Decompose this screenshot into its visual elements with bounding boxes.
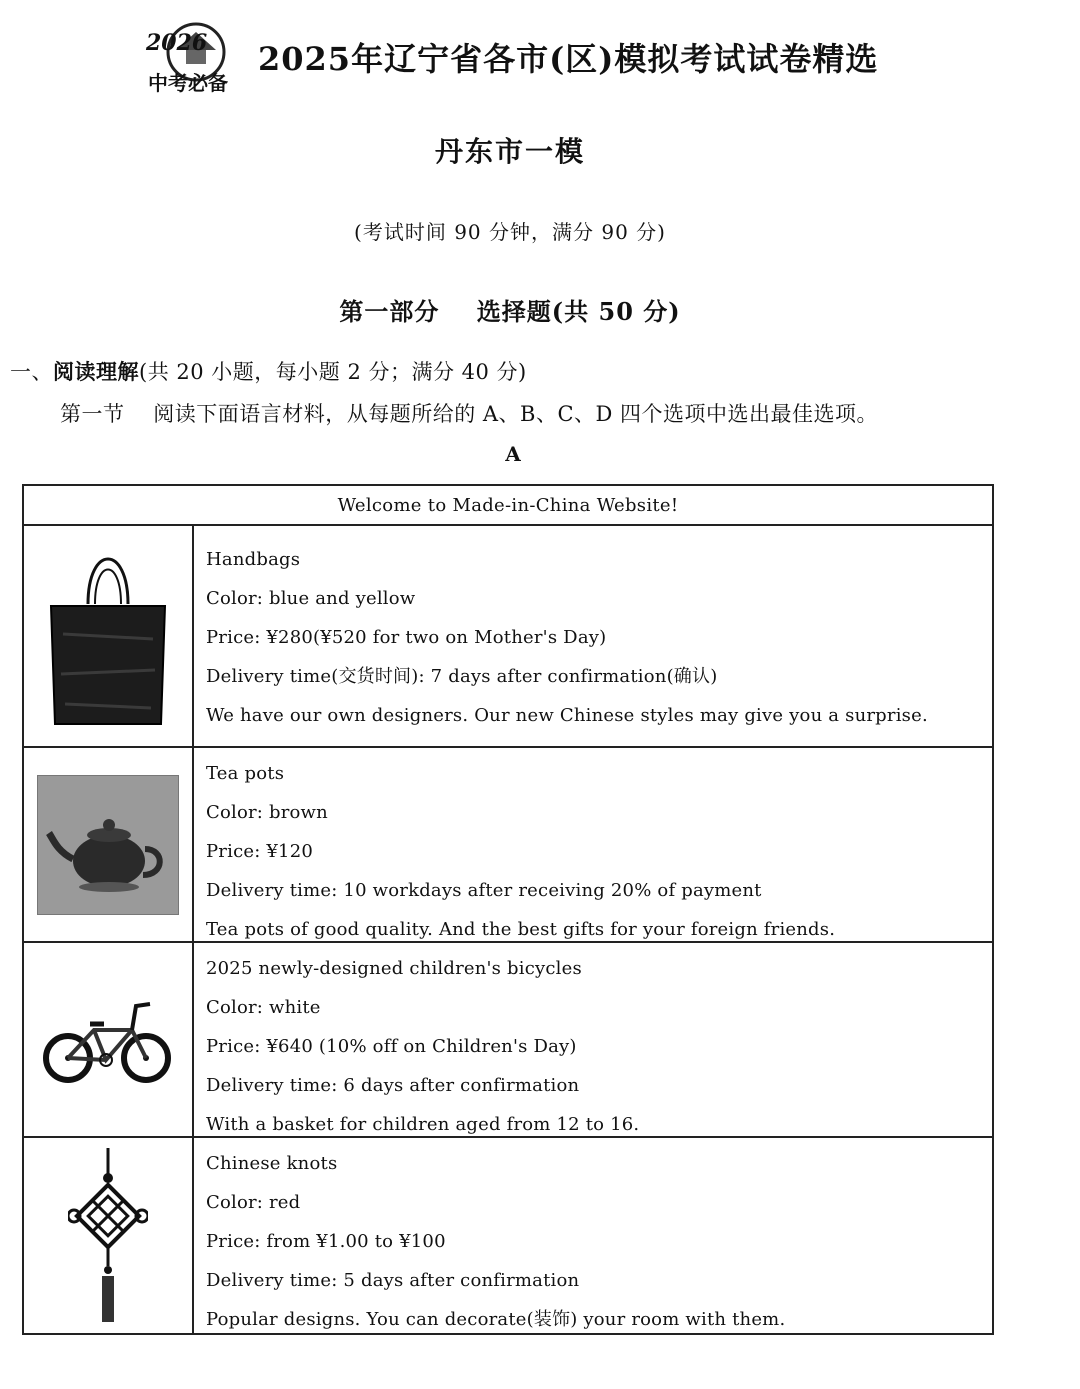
product-description: We have our own designers. Our new Chinese styles may give you a surprise. <box>206 705 928 726</box>
product-name: Handbags <box>206 549 301 570</box>
bicycle-icon <box>42 990 174 1090</box>
table-row <box>24 526 992 748</box>
product-price: Price: ¥280(¥520 for two on Mother's Day) <box>206 627 607 648</box>
product-image <box>24 943 194 1136</box>
table-row <box>24 943 992 1138</box>
logo-year: 2026 <box>146 30 208 56</box>
section-instruction: 第一节 阅读下面语言材料，从每题所给的 A、B、C、D 四个选项中选出最佳选项。 <box>60 402 879 426</box>
logo-text: 中考必备 <box>148 71 228 95</box>
passage-label: A <box>505 442 521 466</box>
exam-info: (考试时间 90 分钟，满分 90 分) <box>354 220 666 244</box>
product-color: Color: red <box>206 1192 301 1213</box>
product-description: With a basket for children aged from 12 to 16. <box>206 1114 640 1135</box>
table-row <box>24 748 992 943</box>
product-color: Color: brown <box>206 802 328 823</box>
table-header: Welcome to Made-in-China Website! <box>24 486 992 526</box>
product-table <box>22 484 994 1335</box>
product-image <box>24 748 194 941</box>
product-description: Tea pots of good quality. And the best gifts for your foreign friends. <box>206 919 836 940</box>
product-color: Color: white <box>206 997 321 1018</box>
product-price: Price: from ¥1.00 to ¥100 <box>206 1231 446 1252</box>
teapot-icon <box>37 775 179 915</box>
product-delivery: Delivery time: 6 days after confirmation <box>206 1075 580 1096</box>
product-name: Tea pots <box>206 763 285 784</box>
section-title <box>10 356 527 386</box>
paper-title: 丹东市一模 <box>434 135 585 168</box>
section-name: 阅读理解 <box>53 359 139 384</box>
product-delivery: Delivery time: 5 days after confirmation <box>206 1270 580 1291</box>
logo-emblem-icon <box>140 10 244 100</box>
product-details <box>194 748 847 941</box>
product-price: Price: ¥640 (10% off on Children's Day) <box>206 1036 577 1057</box>
product-color: Color: blue and yellow <box>206 588 416 609</box>
section-number: 一、 <box>10 360 53 384</box>
product-price: Price: ¥120 <box>206 841 314 862</box>
product-delivery: Delivery time(交货时间): 7 days after confirmation(确认) <box>206 666 718 687</box>
product-description: Popular designs. You can decorate(装饰) your room with them. <box>206 1309 786 1330</box>
chinese-knot-icon <box>68 1148 148 1324</box>
series-title: 2025年辽宁省各市(区)模拟考试试卷精选 <box>258 40 879 78</box>
part-title: 第一部分 选择题(共 50 分) <box>339 297 681 326</box>
product-delivery: Delivery time: 10 workdays after receiving 20% of payment <box>206 880 762 901</box>
handbag-icon <box>43 544 173 729</box>
product-name: Chinese knots <box>206 1153 338 1174</box>
product-details <box>194 1138 797 1333</box>
product-image <box>24 1138 194 1333</box>
product-name: 2025 newly-designed children's bicycles <box>206 958 582 979</box>
table-row <box>24 1138 992 1333</box>
section-scoring: (共 20 小题，每小题 2 分；满分 40 分) <box>139 360 527 384</box>
product-details <box>194 526 940 746</box>
product-image <box>24 526 194 746</box>
series-logo <box>140 10 244 100</box>
product-details <box>194 943 651 1136</box>
